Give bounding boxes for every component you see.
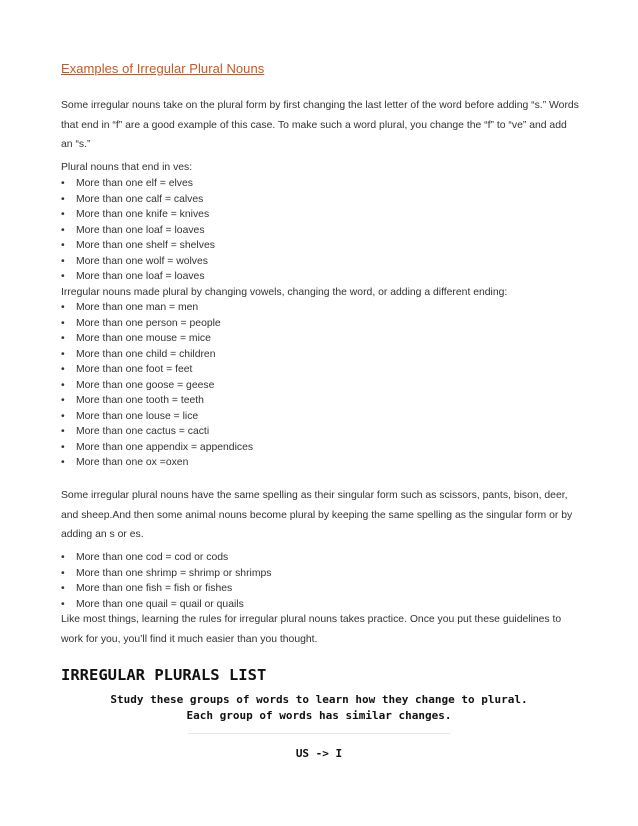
bullet-icon: • bbox=[61, 598, 65, 610]
list-item: • More than one mouse = mice bbox=[61, 331, 211, 347]
section-label: US -> I bbox=[295, 747, 343, 760]
bullet-icon: • bbox=[61, 240, 65, 251]
list-item: • More than one knife = knives bbox=[61, 207, 209, 223]
list-item: • More than one person = people bbox=[61, 316, 221, 332]
study-instruction-line-1: Study these groups of words to learn how they change to plural. bbox=[110, 693, 528, 706]
bullet-icon: • bbox=[61, 583, 65, 594]
bullet-icon: • bbox=[61, 410, 65, 422]
list-item: • More than one loaf = loaves bbox=[61, 269, 205, 285]
bullet-icon: • bbox=[61, 255, 65, 267]
bullet-icon: • bbox=[61, 379, 65, 391]
list-item: • More than one elf = elves bbox=[61, 176, 193, 192]
bullet-icon: • bbox=[61, 271, 65, 282]
irregular-plurals-heading: IRREGULAR PLURALS LIST bbox=[61, 666, 267, 684]
bullet-icon: • bbox=[61, 178, 65, 189]
list-item: • More than one child = children bbox=[61, 347, 216, 363]
list-item: • More than one louse = lice bbox=[61, 409, 198, 425]
divider bbox=[188, 733, 450, 734]
list-item: • More than one foot = feet bbox=[61, 362, 192, 378]
list-item: • More than one tooth = teeth bbox=[61, 393, 204, 409]
list-item: • More than one calf = calves bbox=[61, 192, 203, 208]
intro-paragraph: Some irregular nouns take on the plural form by first changing the last letter of the word before adding “s.” Words that end in “f” are a good example of this case. To make such a word plural, you change the “f” to “ve” and add an “s.” bbox=[61, 100, 579, 150]
list-item: • More than one wolf = wolves bbox=[61, 254, 208, 270]
list-item: • More than one shrimp = shrimp or shrimps bbox=[61, 566, 271, 582]
ves-heading: Plural nouns that end in ves: bbox=[61, 162, 193, 173]
bullet-icon: • bbox=[61, 567, 65, 579]
bullet-icon: • bbox=[61, 333, 65, 344]
list-item: • More than one loaf = loaves bbox=[61, 223, 205, 239]
same-spelling-paragraph: Some irregular plural nouns have the same spelling as their singular form such as scissors, pants, bison, deer, and sheep.And then some animal nouns become plural by keeping the same spelling as the singular form or by adding an s or es. bbox=[61, 490, 573, 540]
list-item: • More than one goose = geese bbox=[61, 378, 214, 394]
bullet-icon: • bbox=[61, 441, 65, 453]
page-title: Examples of Irregular Plural Nouns bbox=[61, 61, 265, 76]
bullet-icon: • bbox=[61, 317, 65, 329]
bullet-icon: • bbox=[61, 302, 65, 313]
bullet-icon: • bbox=[61, 224, 65, 236]
list-item: • More than one quail = quail or quails bbox=[61, 597, 244, 613]
bullet-icon: • bbox=[61, 457, 65, 468]
bullet-icon: • bbox=[61, 364, 65, 375]
list-item: • More than one fish = fish or fishes bbox=[61, 581, 232, 597]
bullet-icon: • bbox=[61, 193, 65, 205]
bullet-icon: • bbox=[61, 348, 65, 360]
list-item: • More than one man = men bbox=[61, 300, 198, 316]
closing-paragraph: Like most things, learning the rules for irregular plural nouns takes practice. Once you put these guidelines to work for you, you’ll find it much easier than you thought. bbox=[61, 614, 562, 645]
list-item: • More than one cod = cod or cods bbox=[61, 550, 228, 566]
list-item: • More than one appendix = appendices bbox=[61, 440, 253, 456]
list-item: • More than one shelf = shelves bbox=[61, 238, 215, 254]
list-item: • More than one ox =oxen bbox=[61, 455, 188, 471]
bullet-icon: • bbox=[61, 426, 65, 437]
bullet-icon: • bbox=[61, 209, 65, 220]
list-item: • More than one cactus = cacti bbox=[61, 424, 209, 440]
bullet-icon: • bbox=[61, 395, 65, 406]
study-instruction-line-2: Each group of words has similar changes. bbox=[186, 709, 452, 722]
bullet-icon: • bbox=[61, 552, 65, 563]
vowel-heading: Irregular nouns made plural by changing vowels, changing the word, or adding a different ending: bbox=[61, 286, 508, 298]
